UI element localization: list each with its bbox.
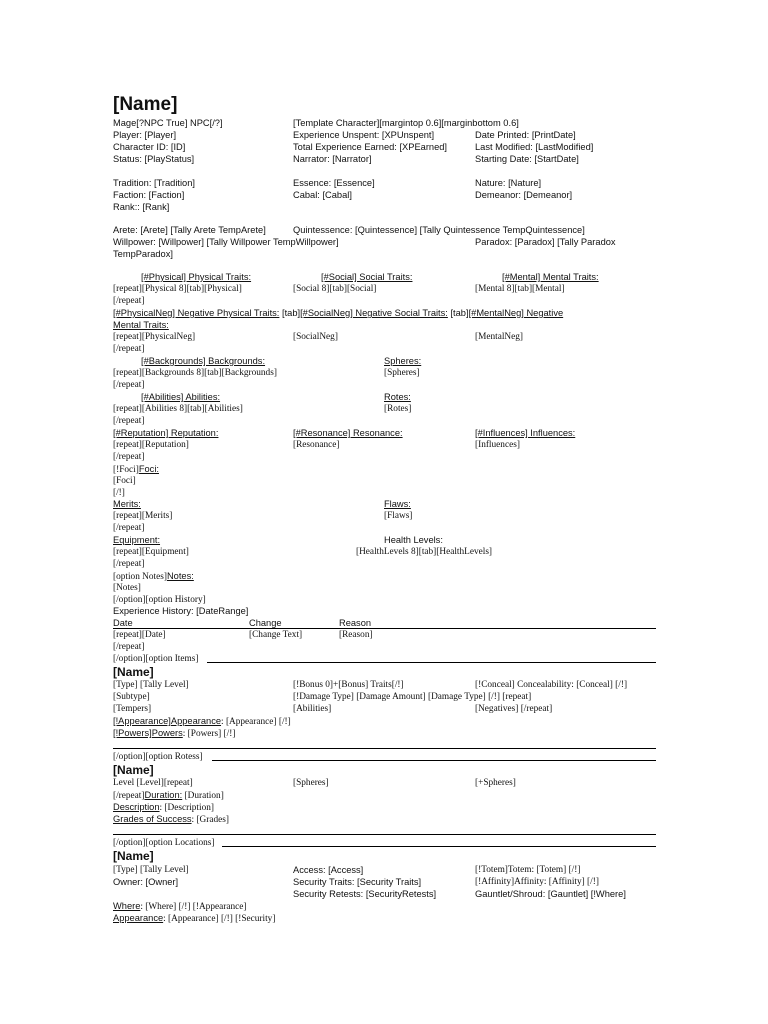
foci-row: [Foci] (113, 476, 136, 486)
item-damage: [!Damage Type] [Damage Amount] [Damage Type] [/!] [repeat] (293, 692, 532, 702)
willpower-field: Willpower: [Willpower] [Tally Willpower TempWillpower] (113, 237, 339, 247)
experience-history-heading: Experience History: [DateRange] (113, 606, 249, 616)
mental-traits-heading: [#Mental] Mental Traits: (502, 272, 599, 282)
item-type: [Type] [Tally Level] (113, 680, 189, 690)
arete-field: Arete: [Arete] [Tally Arete TempArete] (113, 225, 266, 235)
repeat-end: [/repeat] (113, 416, 145, 426)
resonance-heading: [#Resonance] Resonance: (293, 428, 403, 438)
spheres-heading: Spheres: (384, 356, 422, 366)
mental-traits-row: [Mental 8][tab][Mental] (475, 284, 565, 294)
item-abilities: [Abilities] (293, 704, 332, 714)
faction-field: Faction: [Faction] (113, 190, 185, 200)
notes-option-tag: [option Notes] (113, 572, 167, 582)
location-name-title: [Name] (113, 849, 154, 863)
appearance-condition-tag: [!Appearance] (113, 716, 171, 726)
character-id-field: Character ID: [ID] (113, 142, 186, 152)
flaws-row: [Flaws] (384, 511, 413, 521)
social-traits-heading: [#Social] Social Traits: (321, 272, 413, 282)
powers-condition-tag: [!Powers] (113, 728, 152, 738)
template-tag: [Template Character][margintop 0.6][marginbottom 0.6] (293, 118, 519, 128)
rotes-heading: Rotes: (384, 392, 411, 402)
item-bonus: [!Bonus 0]+[Bonus] Traits[/!] (293, 680, 404, 690)
nature-field: Nature: [Nature] (475, 178, 542, 188)
character-name-title: [Name] (113, 94, 178, 115)
repeat-end: [/repeat] (113, 452, 145, 462)
negative-physical-traits-heading: [#PhysicalNeg] Negative Physical Traits: (113, 308, 280, 318)
narrator-field: Narrator: [Narrator] (293, 154, 372, 164)
notes-heading: Notes: (166, 571, 194, 581)
flaws-heading: Flaws: (384, 499, 411, 509)
repeat-end: [/repeat] (113, 642, 145, 652)
spheres-row: [Spheres] (384, 368, 420, 378)
status-field: Status: [PlayStatus] (113, 154, 195, 164)
rank-field: Rank:: [Rank] (113, 202, 170, 212)
date-printed-field: Date Printed: [PrintDate] (475, 130, 576, 140)
repeat-end: [/repeat] (113, 791, 145, 801)
foci-condition-tag: [!Foci] (113, 465, 139, 475)
location-affinity: [!Affinity]Affinity: [Affinity] [/!] (475, 877, 599, 887)
xp-unspent-field: Experience Unspent: [XPUnspent] (293, 130, 435, 140)
demeanor-field: Demeanor: [Demeanor] (475, 190, 573, 200)
description-value: : [Description] (159, 803, 214, 813)
repeat-end: [/repeat] (113, 523, 145, 533)
items-option-tag: [/option][option Items] (113, 654, 199, 664)
location-access: Access: [Access] (293, 865, 364, 875)
notes-row: [Notes] (113, 583, 141, 593)
locations-rule (222, 846, 656, 847)
physical-neg-row: [repeat][PhysicalNeg] (113, 332, 196, 342)
powers-heading: Powers (151, 728, 183, 738)
social-neg-row: [SocialNeg] (293, 332, 338, 342)
rote-plus-spheres: [+Spheres] (475, 778, 516, 788)
location-appearance-line (113, 912, 275, 925)
backgrounds-heading: [#Backgrounds] Backgrounds: (141, 356, 266, 366)
physical-traits-row: [repeat][Physical 8][tab][Physical] (113, 284, 242, 294)
repeat-end: [/repeat] (113, 380, 145, 390)
location-owner: Owner: [Owner] (113, 877, 179, 887)
rote-grades-line (113, 813, 229, 826)
item-conceal: [!Conceal] Concealability: [Conceal] [/!] (475, 680, 628, 690)
abilities-heading: [#Abilities] Abilities: (141, 392, 221, 402)
negative-mental-traits-heading-continued: Mental Traits: (113, 320, 169, 330)
item-negatives: [Negatives] [/repeat] (475, 704, 553, 714)
rote-spheres: [Spheres] (293, 778, 329, 788)
equipment-heading: Equipment: (113, 535, 161, 545)
tab-tag: [tab] (450, 308, 469, 318)
paradox-field: Paradox: [Paradox] [Tally Paradox (475, 237, 616, 247)
appearance-heading: Appearance (170, 716, 222, 726)
rote-name-title: [Name] (113, 763, 154, 777)
negative-traits-heading-line (113, 307, 563, 319)
backgrounds-row: [repeat][Backgrounds 8][tab][Backgrounds] (113, 368, 277, 378)
item-powers-line (113, 727, 235, 740)
paradox-field-continued: TempParadox] (113, 249, 173, 259)
starting-date-field: Starting Date: [StartDate] (475, 154, 579, 164)
last-modified-field: Last Modified: [LastModified] (475, 142, 594, 152)
rote-level: Level [Level][repeat] (113, 778, 193, 788)
cabal-field: Cabal: [Cabal] (293, 190, 352, 200)
location-gauntlet: Gauntlet/Shroud: [Gauntlet] [!Where] (475, 889, 626, 899)
location-appearance-heading: Appearance (113, 913, 164, 923)
locations-top-rule (113, 834, 656, 835)
history-option-tag: [/option][option History] (113, 595, 206, 605)
tab-tag: [tab] (281, 308, 301, 318)
repeat-end: [/repeat] (113, 296, 145, 306)
essence-field: Essence: [Essence] (293, 178, 375, 188)
rotes-rule (212, 760, 656, 761)
history-row-reason: [Reason] (339, 630, 373, 640)
location-appearance-value: : [Appearance] [/!] [!Security] (163, 914, 276, 924)
item-subtype: [Subtype] (113, 692, 150, 702)
location-type: [Type] [Tally Level] (113, 865, 189, 875)
history-row-change: [Change Text] (249, 630, 303, 640)
reputation-row: [repeat][Reputation] (113, 440, 189, 450)
mage-npc-label: Mage[?NPC True] NPC[/?] (113, 118, 223, 128)
merits-row: [repeat][Merits] (113, 511, 173, 521)
items-rule (207, 662, 656, 663)
repeat-end: [/repeat] (113, 559, 145, 569)
item-tempers: [Tempers] (113, 704, 152, 714)
influences-heading: [#Influences] Influences: (475, 428, 576, 438)
location-totem: [!Totem]Totem: [Totem] [/!] (475, 865, 581, 875)
player-field: Player: [Player] (113, 130, 177, 140)
where-value: : [Where] [/!] [!Appearance] (140, 902, 247, 912)
merits-heading: Merits: (113, 499, 141, 509)
abilities-row: [repeat][Abilities 8][tab][Abilities] (113, 404, 243, 414)
powers-value: : [Powers] [/!] (182, 729, 236, 739)
health-levels-row: [HealthLevels 8][tab][HealthLevels] (356, 547, 493, 557)
history-header-rule (113, 628, 656, 629)
where-heading: Where (113, 901, 141, 911)
duration-heading: Duration: (144, 790, 183, 800)
equipment-row: [repeat][Equipment] (113, 547, 189, 557)
grades-value: : [Grades] (191, 815, 229, 825)
description-heading: Description (113, 802, 160, 812)
influences-row: [Influences] (475, 440, 520, 450)
locations-option-tag: [/option][option Locations] (113, 838, 215, 848)
duration-value: [Duration] (184, 791, 224, 801)
foci-heading: Foci: (138, 464, 159, 474)
repeat-end: [/repeat] (113, 344, 145, 354)
resonance-row: [Resonance] (293, 440, 340, 450)
health-levels-heading: Health Levels: (384, 535, 443, 545)
social-traits-row: [Social 8][tab][Social] (293, 284, 377, 294)
rotes-top-rule (113, 748, 656, 749)
foci-end-tag: [/!] (113, 488, 125, 498)
rotes-row: [Rotes] (384, 404, 412, 414)
history-col-change: Change (249, 618, 282, 628)
history-col-reason: Reason (339, 618, 372, 628)
item-name-title: [Name] (113, 665, 154, 679)
grades-heading: Grades of Success (113, 814, 192, 824)
xp-earned-field: Total Experience Earned: [XPEarned] (293, 142, 448, 152)
mental-neg-row: [MentalNeg] (475, 332, 524, 342)
quintessence-field: Quintessence: [Quintessence] [Tally Quintessence TempQuintessence] (293, 225, 585, 235)
tradition-field: Tradition: [Tradition] (113, 178, 195, 188)
history-col-date: Date (113, 618, 133, 628)
location-security-traits: Security Traits: [Security Traits] (293, 877, 422, 887)
history-row-date: [repeat][Date] (113, 630, 166, 640)
rotes-option-tag: [/option][option Rotess] (113, 752, 203, 762)
physical-traits-heading: [#Physical] Physical Traits: (141, 272, 252, 282)
appearance-value: : [Appearance] [/!] (221, 717, 291, 727)
location-security-retests: Security Retests: [SecurityRetests] (293, 889, 437, 899)
reputation-heading: [#Reputation] Reputation: (113, 428, 219, 438)
negative-social-traits-heading: [#SocialNeg] Negative Social Traits: (300, 308, 448, 318)
negative-mental-traits-heading: [#MentalNeg] Negative (468, 308, 564, 318)
